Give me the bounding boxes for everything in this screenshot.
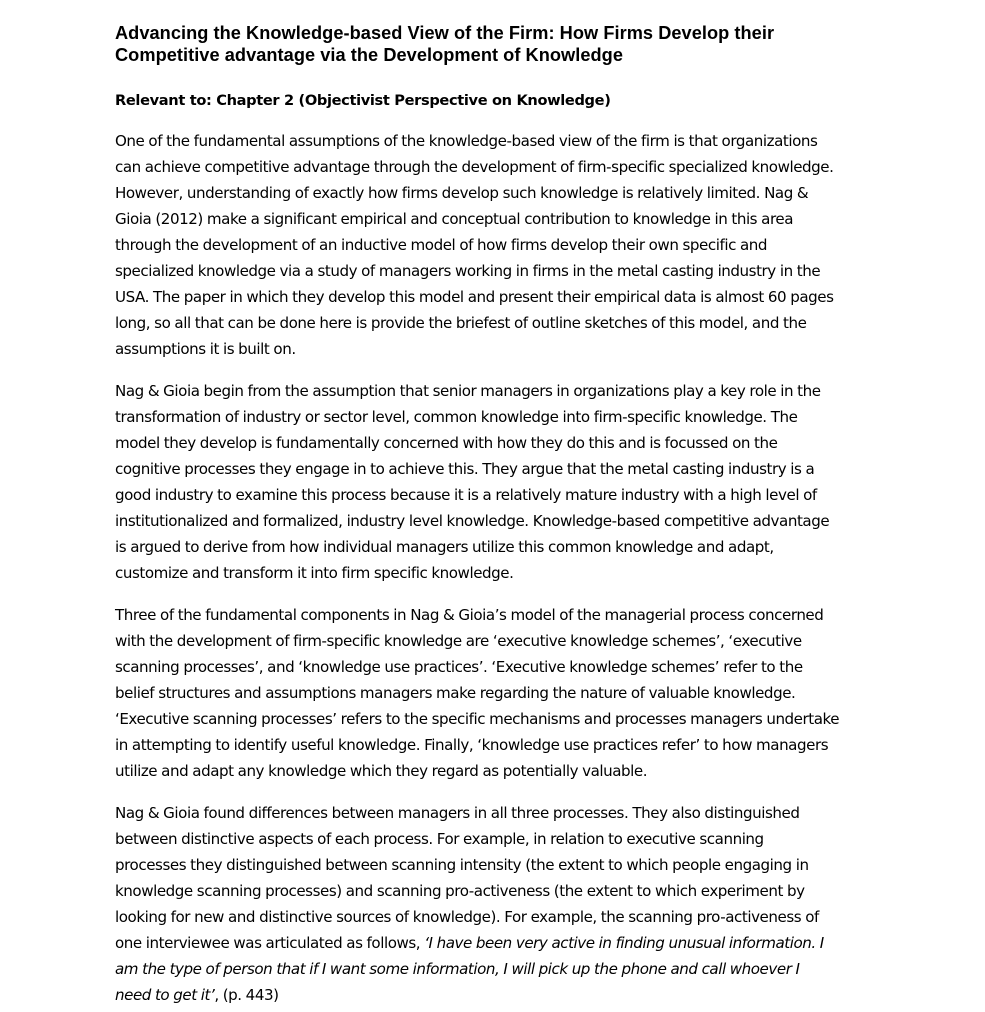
text-line: Gioia (2012) make a significant empirical and conceptual contribution to knowledge in this area (115, 210, 794, 228)
interview-quote: am the type of person that if I want some information, I will pick up the phone and call whoever I (115, 960, 800, 978)
text-line: USA. The paper in which they develop this model and present their empirical data is almost 60 pages (115, 288, 834, 306)
text-line: belief structures and assumptions managers make regarding the nature of valuable knowledge. (115, 684, 796, 702)
text-line: One of the fundamental assumptions of the knowledge-based view of the firm is that organizations (115, 132, 818, 150)
document-title (115, 22, 870, 66)
text-line: utilize and adapt any knowledge which they regard as potentially valuable. (115, 762, 648, 780)
text-line: Three of the fundamental components in Nag & Gioia’s model of the managerial process concerned (115, 606, 824, 624)
text-line: with the development of firm-specific knowledge are ‘executive knowledge schemes’, ‘executive (115, 632, 802, 650)
document-page (115, 22, 870, 1008)
page-citation: , (p. 443) (214, 986, 279, 1004)
text-line: ‘Executive scanning processes’ refers to the specific mechanisms and processes managers undertake (115, 710, 840, 728)
text-line: transformation of industry or sector level, common knowledge into firm-specific knowledge. The (115, 408, 798, 426)
paragraph-4 (115, 800, 870, 1008)
text-line: Nag & Gioia begin from the assumption that senior managers in organizations play a key role in the (115, 382, 821, 400)
title-line: Competitive advantage via the Development of Knowledge (115, 45, 624, 65)
text-line: looking for new and distinctive sources of knowledge). For example, the scanning pro-activeness of (115, 908, 819, 926)
text-line: customize and transform it into firm specific knowledge. (115, 564, 514, 582)
interview-quote: ‘I have been very active in finding unusual information. I (424, 934, 824, 952)
text-line: model they develop is fundamentally concerned with how they do this and is focussed on the (115, 434, 778, 452)
text-line: between distinctive aspects of each process. For example, in relation to executive scanning (115, 830, 764, 848)
text-line (115, 982, 870, 1008)
text-line: knowledge scanning processes) and scanning pro-activeness (the extent to which experiment by (115, 882, 805, 900)
paragraph-2 (115, 378, 870, 586)
title-line: Advancing the Knowledge-based View of the Firm: How Firms Develop their (115, 23, 775, 43)
text-line: institutionalized and formalized, industry level knowledge. Knowledge-based competitive advantage (115, 512, 830, 530)
text-run: one interviewee was articulated as follows, (115, 934, 425, 952)
text-line: can achieve competitive advantage through the development of firm-specific specialized knowledge. (115, 158, 834, 176)
text-line: However, understanding of exactly how firms develop such knowledge is relatively limited. Nag & (115, 184, 809, 202)
text-line (115, 930, 870, 956)
interview-quote: need to get it’ (115, 986, 215, 1004)
text-line: through the development of an inductive model of how firms develop their own specific and (115, 236, 768, 254)
text-line: specialized knowledge via a study of managers working in firms in the metal casting industry in the (115, 262, 821, 280)
text-line: good industry to examine this process because it is a relatively mature industry with a high level of (115, 486, 817, 504)
paragraph-1 (115, 128, 870, 362)
text-line: assumptions it is built on. (115, 340, 296, 358)
text-line: Nag & Gioia found differences between managers in all three processes. They also distinguished (115, 804, 800, 822)
text-line: long, so all that can be done here is provide the briefest of outline sketches of this model, and the (115, 314, 807, 332)
text-line: in attempting to identify useful knowledge. Finally, ‘knowledge use practices refer’ to how managers (115, 736, 829, 754)
text-line: scanning processes’, and ‘knowledge use practices’. ‘Executive knowledge schemes’ refer to the (115, 658, 803, 676)
text-line: cognitive processes they engage in to achieve this. They argue that the metal casting industry is a (115, 460, 815, 478)
text-line: processes they distinguished between scanning intensity (the extent to which people engaging in (115, 856, 809, 874)
text-line: is argued to derive from how individual managers utilize this common knowledge and adapt, (115, 538, 774, 556)
paragraph-3 (115, 602, 870, 784)
relevant-to-heading: Relevant to: Chapter 2 (Objectivist Perspective on Knowledge) (115, 92, 611, 109)
